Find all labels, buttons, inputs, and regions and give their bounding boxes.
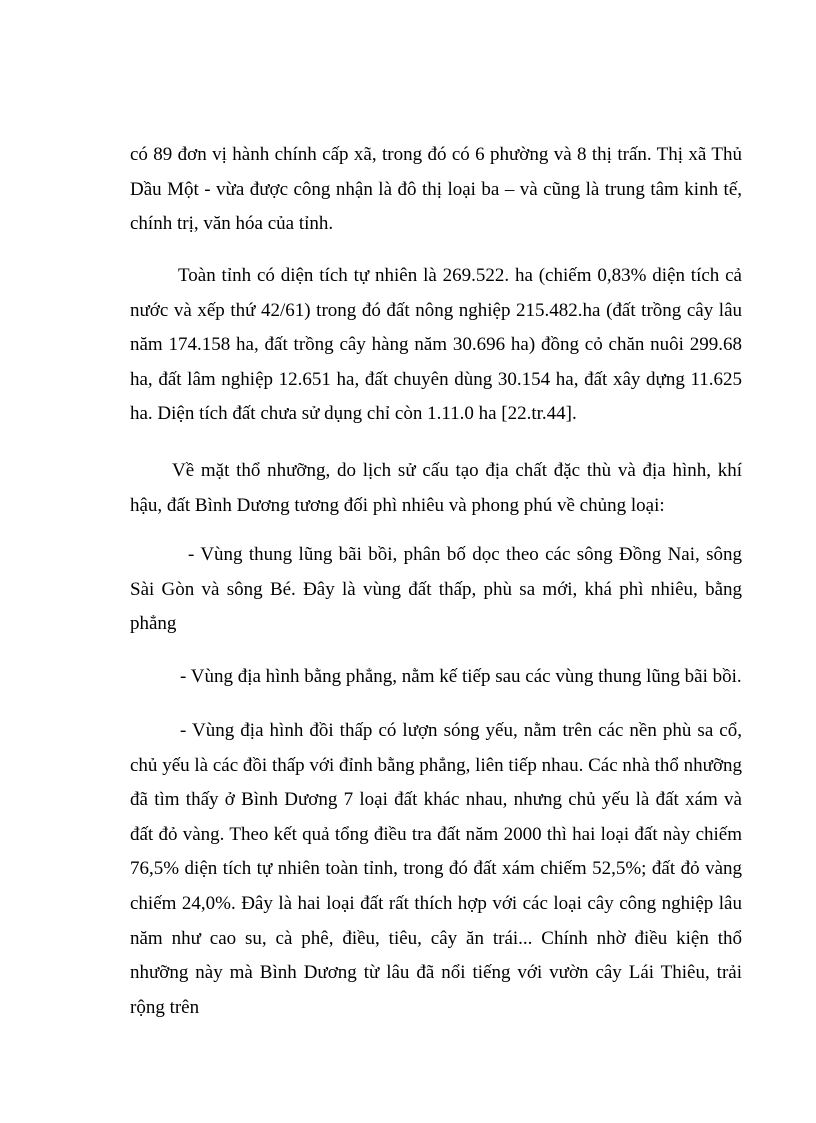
paragraph-land-area: Toàn tỉnh có diện tích tự nhiên là 269.522. ha (chiếm 0,83% diện tích cả nước và xếp thứ 42/61) trong đó đất nông nghiệp 215.482.ha (đất trồng cây lâu năm 174.158 ha, đất trồng cây hàng năm 30.696 ha) đồng cỏ chăn nuôi 299.68 ha, đất lâm nghiệp 12.651 ha, đất chuyên dùng 30.154 ha, đất xây dựng 11.625 ha. Diện tích đất chưa sử dụng chỉ còn 1.11.0 ha [22.tr.44]. <box>130 265 742 425</box>
paragraph-soil-intro: Về mặt thổ nhưỡng, do lịch sử cấu tạo địa chất đặc thù và địa hình, khí hậu, đất Bình Dương tương đối phì nhiêu và phong phú về chủng loại: <box>130 460 742 516</box>
paragraph-alluvial-valley: - Vùng thung lũng bãi bồi, phân bố dọc theo các sông Đồng Nai, sông Sài Gòn và sông Bé. Đây là vùng đất thấp, phù sa mới, khá phì nhiêu, bằng phẳng <box>130 544 742 635</box>
paragraph-administrative-units: có 89 đơn vị hành chính cấp xã, trong đó có 6 phường và 8 thị trấn. Thị xã Thủ Dầu Một - vừa được công nhận là đô thị loại ba – và cũng là trung tâm kinh tế, chính trị, văn hóa của tỉnh. <box>130 144 742 235</box>
paragraph-flat-terrain: - Vùng địa hình bằng phẳng, nằm kế tiếp sau các vùng thung lũng bãi bồi. <box>180 666 742 687</box>
paragraph-low-hills: - Vùng địa hình đồi thấp có lượn sóng yếu, nằm trên các nền phù sa cổ, chủ yếu là các đồi thấp với đỉnh bằng phẳng, liên tiếp nhau. Các nhà thổ nhưỡng đã tìm thấy ở Bình Dương 7 loại đất khác nhau, nhưng chủ yếu là đất xám và đất đỏ vàng. Theo kết quả tổng điều tra đất năm 2000 thì hai loại đất này chiếm 76,5% diện tích tự nhiên toàn tỉnh, trong đó đất xám chiếm 52,5%; đất đỏ vàng chiếm 24,0%. Đây là hai loại đất rất thích hợp với các loại cây công nghiệp lâu năm như cao su, cà phê, điều, tiêu, cây ăn trái... Chính nhờ điều kiện thổ nhưỡng này mà Bình Dương từ lâu đã nổi tiếng với vườn cây Lái Thiêu, trải rộng trên <box>130 720 742 1018</box>
